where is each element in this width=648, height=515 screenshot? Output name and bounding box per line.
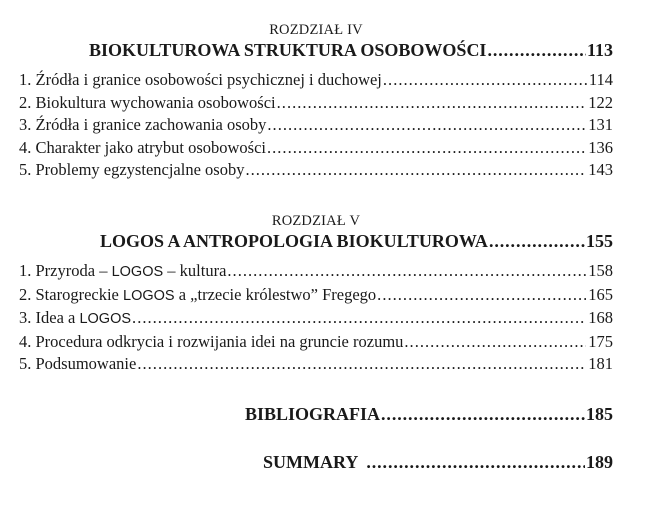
toc-entry-label: 5. Podsumowanie (19, 354, 137, 373)
dot-leader (227, 260, 586, 283)
toc-entry-label: 3. Źródła i granice zachowania osoby (19, 115, 267, 134)
logos-term: LOGOS (79, 311, 132, 327)
chapter-4-items (19, 69, 613, 182)
chapter-5-section (19, 212, 613, 376)
chapter-4-title: BIOKULTUROWA STRUKTURA OSOBOWOŚCI (89, 40, 487, 60)
dot-leader (132, 307, 586, 330)
toc-entry-page: 181 (588, 354, 613, 373)
toc-entry[interactable] (19, 114, 613, 137)
chapter-4-title-entry[interactable] (89, 39, 613, 61)
toc-entry-page: 143 (588, 160, 613, 179)
toc-entry-label-post: – kultura (163, 261, 227, 280)
toc-entry-page: 165 (588, 284, 613, 304)
toc-entry[interactable] (19, 92, 613, 115)
dot-leader (267, 137, 586, 160)
chapter-5-items (19, 260, 613, 376)
bibliography-entry[interactable] (245, 403, 613, 425)
chapter-4-section (19, 21, 613, 182)
toc-entry-label-post: a „trzecie królestwo” Fregego (174, 284, 377, 304)
table-of-contents (19, 0, 613, 515)
chapter-5-title-entry[interactable] (100, 230, 613, 252)
toc-entry[interactable] (19, 137, 613, 160)
toc-entry-label (19, 284, 376, 308)
toc-entry-page: 136 (588, 137, 613, 157)
toc-entry-label-pre: 3. Idea a (19, 308, 80, 327)
toc-entry-page: 158 (588, 261, 613, 280)
toc-entry-page: 175 (588, 331, 613, 351)
bibliography-title: BIBLIOGRAFIA (245, 404, 381, 424)
toc-entry-page: 114 (588, 70, 613, 89)
chapter-4-label: ROZDZIAŁ IV (269, 22, 363, 38)
chapter-5-label: ROZDZIAŁ V (271, 213, 361, 229)
dot-leader (383, 69, 587, 92)
logos-term: LOGOS (111, 264, 164, 280)
toc-entry[interactable] (19, 353, 613, 376)
chapter-5-page: 155 (586, 231, 613, 251)
summary-title: SUMMARY (263, 452, 359, 472)
toc-entry[interactable] (19, 331, 613, 354)
toc-entry-label: 5. Problemy egzystencjalne osoby (19, 160, 245, 179)
chapter-4-page: 113 (586, 40, 613, 60)
toc-entry[interactable] (19, 284, 613, 308)
dot-leader (245, 159, 586, 182)
toc-entry[interactable] (19, 260, 613, 284)
logos-term: LOGOS (123, 287, 175, 304)
toc-entry-page: 168 (588, 308, 613, 327)
dot-leader (267, 114, 586, 137)
summary-page: 189 (586, 452, 613, 472)
toc-entry[interactable] (19, 69, 613, 92)
toc-entry-label-pre: 2. Starogreckie (19, 284, 124, 304)
toc-entry-page: 131 (588, 115, 613, 134)
dot-leader (487, 39, 586, 61)
toc-entry-label (19, 307, 131, 331)
dot-leader (377, 284, 586, 307)
toc-entry-label: 4. Charakter jako atrybut osobowości (19, 137, 266, 157)
chapter-5-title: LOGOS A ANTROPOLOGIA BIOKULTUROWA (100, 231, 488, 251)
toc-entry[interactable] (19, 159, 613, 182)
toc-entry-label (19, 260, 226, 284)
dot-leader (277, 92, 587, 115)
toc-entry-page: 122 (588, 92, 613, 112)
toc-entry-label: 2. Biokultura wychowania osobowości (19, 92, 276, 112)
bibliography-page: 185 (586, 404, 613, 424)
toc-entry-label: 1. Źródła i granice osobowości psychicznej i duchowej (19, 70, 382, 89)
toc-entry-label: 4. Procedura odkrycia i rozwijania idei na gruncie rozumu (19, 331, 404, 351)
dot-leader (404, 331, 586, 354)
dot-leader (489, 230, 585, 252)
dot-leader (381, 403, 585, 425)
dot-leader (137, 353, 586, 376)
toc-entry[interactable] (19, 307, 613, 331)
toc-entry-label-pre: 1. Przyroda – (19, 261, 112, 280)
summary-entry[interactable] (263, 451, 613, 473)
dot-leader (366, 451, 585, 473)
